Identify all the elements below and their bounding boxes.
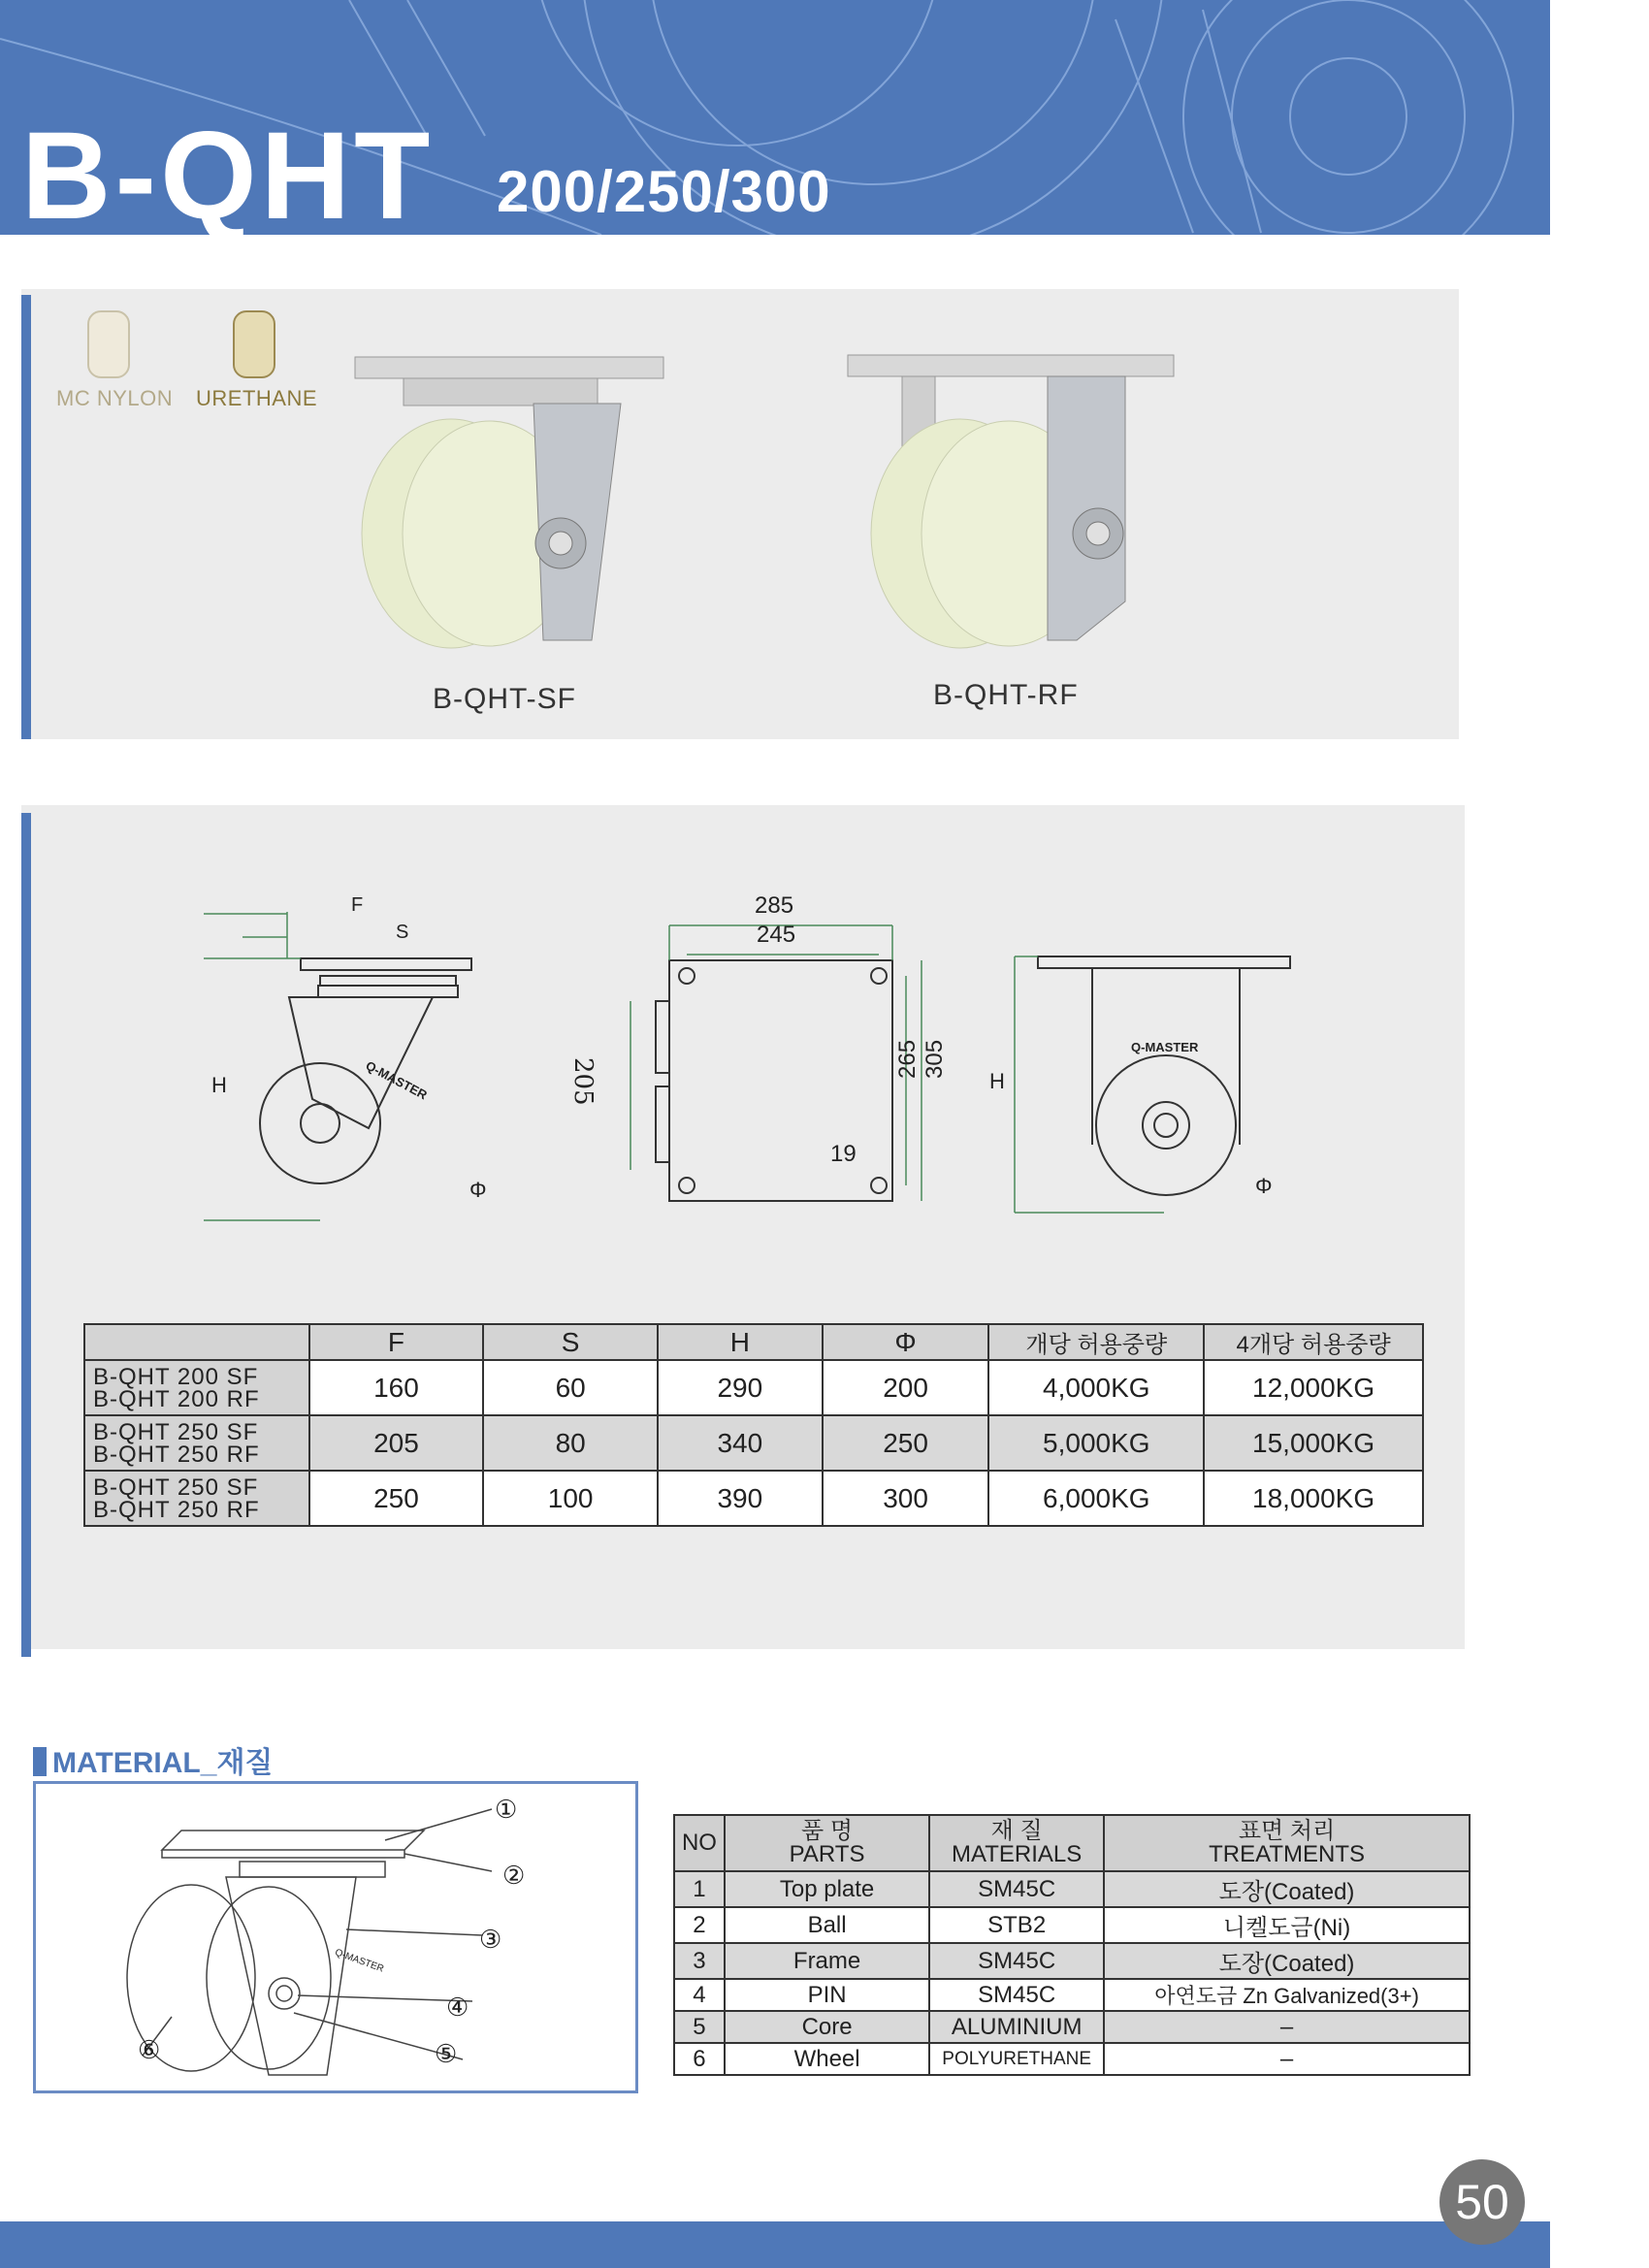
part-no: 1 bbox=[674, 1871, 725, 1907]
model-rf: B-QHT 250 RF bbox=[93, 1441, 260, 1468]
table-header-phi: Φ bbox=[823, 1324, 989, 1360]
parts-header-materials-en: MATERIALS bbox=[952, 1841, 1083, 1867]
page-number: 50 bbox=[1439, 2159, 1525, 2245]
cell-phi: 200 bbox=[823, 1360, 989, 1415]
part-no: 4 bbox=[674, 1979, 725, 2011]
callout-3: ③ bbox=[479, 1925, 502, 1954]
table-header-load-four: 4개당 허용중량 bbox=[1204, 1324, 1423, 1360]
product-caption-sf: B-QHT-SF bbox=[433, 683, 576, 715]
cell-load-four: 12,000KG bbox=[1204, 1360, 1423, 1415]
cell-f: 160 bbox=[309, 1360, 484, 1415]
part-material: ALUMINIUM bbox=[929, 2011, 1104, 2043]
part-treatment: 아연도금 Zn Galvanized(3+) bbox=[1104, 1979, 1470, 2011]
table-row bbox=[674, 1871, 1470, 1907]
panel-edge bbox=[21, 295, 31, 739]
part-name: PIN bbox=[725, 1979, 929, 2011]
dim-label-h-left: H bbox=[211, 1073, 227, 1097]
parts-header-treatments-en: TREATMENTS bbox=[1209, 1841, 1365, 1867]
table-row bbox=[84, 1360, 1423, 1415]
part-no: 2 bbox=[674, 1907, 725, 1943]
part-material: STB2 bbox=[929, 1907, 1104, 1943]
part-material: SM45C bbox=[929, 1979, 1104, 2011]
model-rf: B-QHT 250 RF bbox=[93, 1496, 260, 1523]
dimensions-table bbox=[83, 1323, 1424, 1527]
cell-h: 390 bbox=[658, 1471, 823, 1526]
page-title: B-QHT bbox=[21, 107, 435, 245]
cell-phi: 300 bbox=[823, 1471, 989, 1526]
callout-2: ② bbox=[502, 1861, 526, 1890]
product-image-rf bbox=[844, 349, 1183, 650]
part-treatment: 니켈도금(Ni) bbox=[1104, 1907, 1470, 1943]
material-heading-text: MATERIAL_재질 bbox=[52, 1747, 274, 1779]
table-header-row bbox=[84, 1324, 1423, 1360]
swatch-mc-nylon bbox=[87, 310, 130, 378]
part-name: Frame bbox=[725, 1943, 929, 1979]
cell-s: 80 bbox=[483, 1415, 658, 1471]
callout-4: ④ bbox=[446, 1993, 469, 2022]
parts-header-parts bbox=[725, 1815, 929, 1871]
part-name: Ball bbox=[725, 1907, 929, 1943]
swatch-label-mc-nylon: MC NYLON bbox=[56, 386, 174, 410]
dim-label-phi-right: Φ bbox=[1255, 1174, 1273, 1198]
part-no: 6 bbox=[674, 2043, 725, 2075]
model-sf: B-QHT 200 SF bbox=[93, 1363, 259, 1390]
parts-header-treatments-ko: 표면 처리 bbox=[1238, 1818, 1336, 1844]
material-heading bbox=[33, 1738, 273, 1781]
parts-header-materials-ko: 재 질 bbox=[990, 1818, 1043, 1844]
part-treatment: 도장(Coated) bbox=[1104, 1871, 1470, 1907]
table-header-blank bbox=[84, 1324, 309, 1360]
panel-edge-2 bbox=[21, 813, 31, 1657]
part-material: POLYURETHANE bbox=[929, 2043, 1104, 2075]
dim-label-205: 205 bbox=[568, 1057, 598, 1106]
parts-header-treatments bbox=[1104, 1815, 1470, 1871]
dim-label-19: 19 bbox=[830, 1141, 857, 1167]
model-cell bbox=[84, 1360, 309, 1415]
table-header-s: S bbox=[483, 1324, 658, 1360]
table-row bbox=[674, 2011, 1470, 2043]
cell-s: 100 bbox=[483, 1471, 658, 1526]
material-diagram-box bbox=[33, 1781, 638, 2093]
model-sf: B-QHT 250 SF bbox=[93, 1474, 259, 1501]
table-header-load-single: 개당 허용중량 bbox=[988, 1324, 1204, 1360]
parts-header-parts-ko: 품 명 bbox=[801, 1818, 854, 1844]
table-row bbox=[674, 1943, 1470, 1979]
cell-load-four: 18,000KG bbox=[1204, 1471, 1423, 1526]
dim-label-265: 265 bbox=[894, 1039, 921, 1079]
dim-label-305: 305 bbox=[922, 1039, 948, 1079]
dim-label-285: 285 bbox=[755, 892, 794, 919]
parts-table bbox=[673, 1814, 1471, 2076]
cell-h: 290 bbox=[658, 1360, 823, 1415]
table-row bbox=[84, 1471, 1423, 1526]
part-name: Top plate bbox=[725, 1871, 929, 1907]
parts-header-parts-en: PARTS bbox=[789, 1841, 865, 1867]
cell-f: 250 bbox=[309, 1471, 484, 1526]
table-row bbox=[674, 1907, 1470, 1943]
part-treatment: – bbox=[1104, 2011, 1470, 2043]
part-name: Wheel bbox=[725, 2043, 929, 2075]
part-material: SM45C bbox=[929, 1871, 1104, 1907]
dim-label-phi-left: Φ bbox=[469, 1178, 487, 1202]
cell-load-single: 6,000KG bbox=[988, 1471, 1204, 1526]
part-material: SM45C bbox=[929, 1943, 1104, 1979]
parts-header-no: NO bbox=[674, 1815, 725, 1871]
table-row bbox=[84, 1415, 1423, 1471]
page-title-sizes: 200/250/300 bbox=[497, 159, 831, 224]
cell-load-four: 15,000KG bbox=[1204, 1415, 1423, 1471]
part-treatment: – bbox=[1104, 2043, 1470, 2075]
cell-phi: 250 bbox=[823, 1415, 989, 1471]
footer-band bbox=[0, 2221, 1550, 2268]
part-treatment: 도장(Coated) bbox=[1104, 1943, 1470, 1979]
dim-label-f: F bbox=[351, 894, 364, 916]
material-exploded-drawing bbox=[36, 1784, 635, 2090]
cell-load-single: 5,000KG bbox=[988, 1415, 1204, 1471]
parts-header-materials bbox=[929, 1815, 1104, 1871]
parts-header-row bbox=[674, 1815, 1470, 1871]
model-cell bbox=[84, 1471, 309, 1526]
table-header-h: H bbox=[658, 1324, 823, 1360]
swatch-urethane bbox=[233, 310, 275, 378]
cell-s: 60 bbox=[483, 1360, 658, 1415]
part-no: 3 bbox=[674, 1943, 725, 1979]
heading-bar bbox=[33, 1747, 47, 1776]
model-rf: B-QHT 200 RF bbox=[93, 1385, 260, 1412]
brand-text-drawing-right: Q-MASTER bbox=[1131, 1040, 1199, 1054]
cell-load-single: 4,000KG bbox=[988, 1360, 1204, 1415]
product-image-sf bbox=[349, 349, 669, 650]
part-name: Core bbox=[725, 2011, 929, 2043]
part-no: 5 bbox=[674, 2011, 725, 2043]
cell-f: 205 bbox=[309, 1415, 484, 1471]
table-header-f: F bbox=[309, 1324, 484, 1360]
swatch-label-urethane: URETHANE bbox=[196, 386, 318, 410]
dim-label-h-right: H bbox=[989, 1069, 1005, 1093]
callout-1: ① bbox=[495, 1795, 518, 1824]
drawing-swivel bbox=[204, 891, 582, 1240]
table-row bbox=[674, 1979, 1470, 2011]
dim-label-s: S bbox=[396, 922, 409, 943]
callout-5: ⑤ bbox=[435, 2039, 458, 2068]
callout-6: ⑥ bbox=[138, 2035, 161, 2064]
cell-h: 340 bbox=[658, 1415, 823, 1471]
brand-text-material: Q-MASTER bbox=[333, 1947, 386, 1975]
model-sf: B-QHT 250 SF bbox=[93, 1418, 259, 1445]
brand-text-drawing-left: Q-MASTER bbox=[363, 1057, 430, 1103]
model-cell bbox=[84, 1415, 309, 1471]
table-row bbox=[674, 2043, 1470, 2075]
dim-label-245: 245 bbox=[757, 922, 796, 948]
product-caption-rf: B-QHT-RF bbox=[933, 679, 1079, 711]
